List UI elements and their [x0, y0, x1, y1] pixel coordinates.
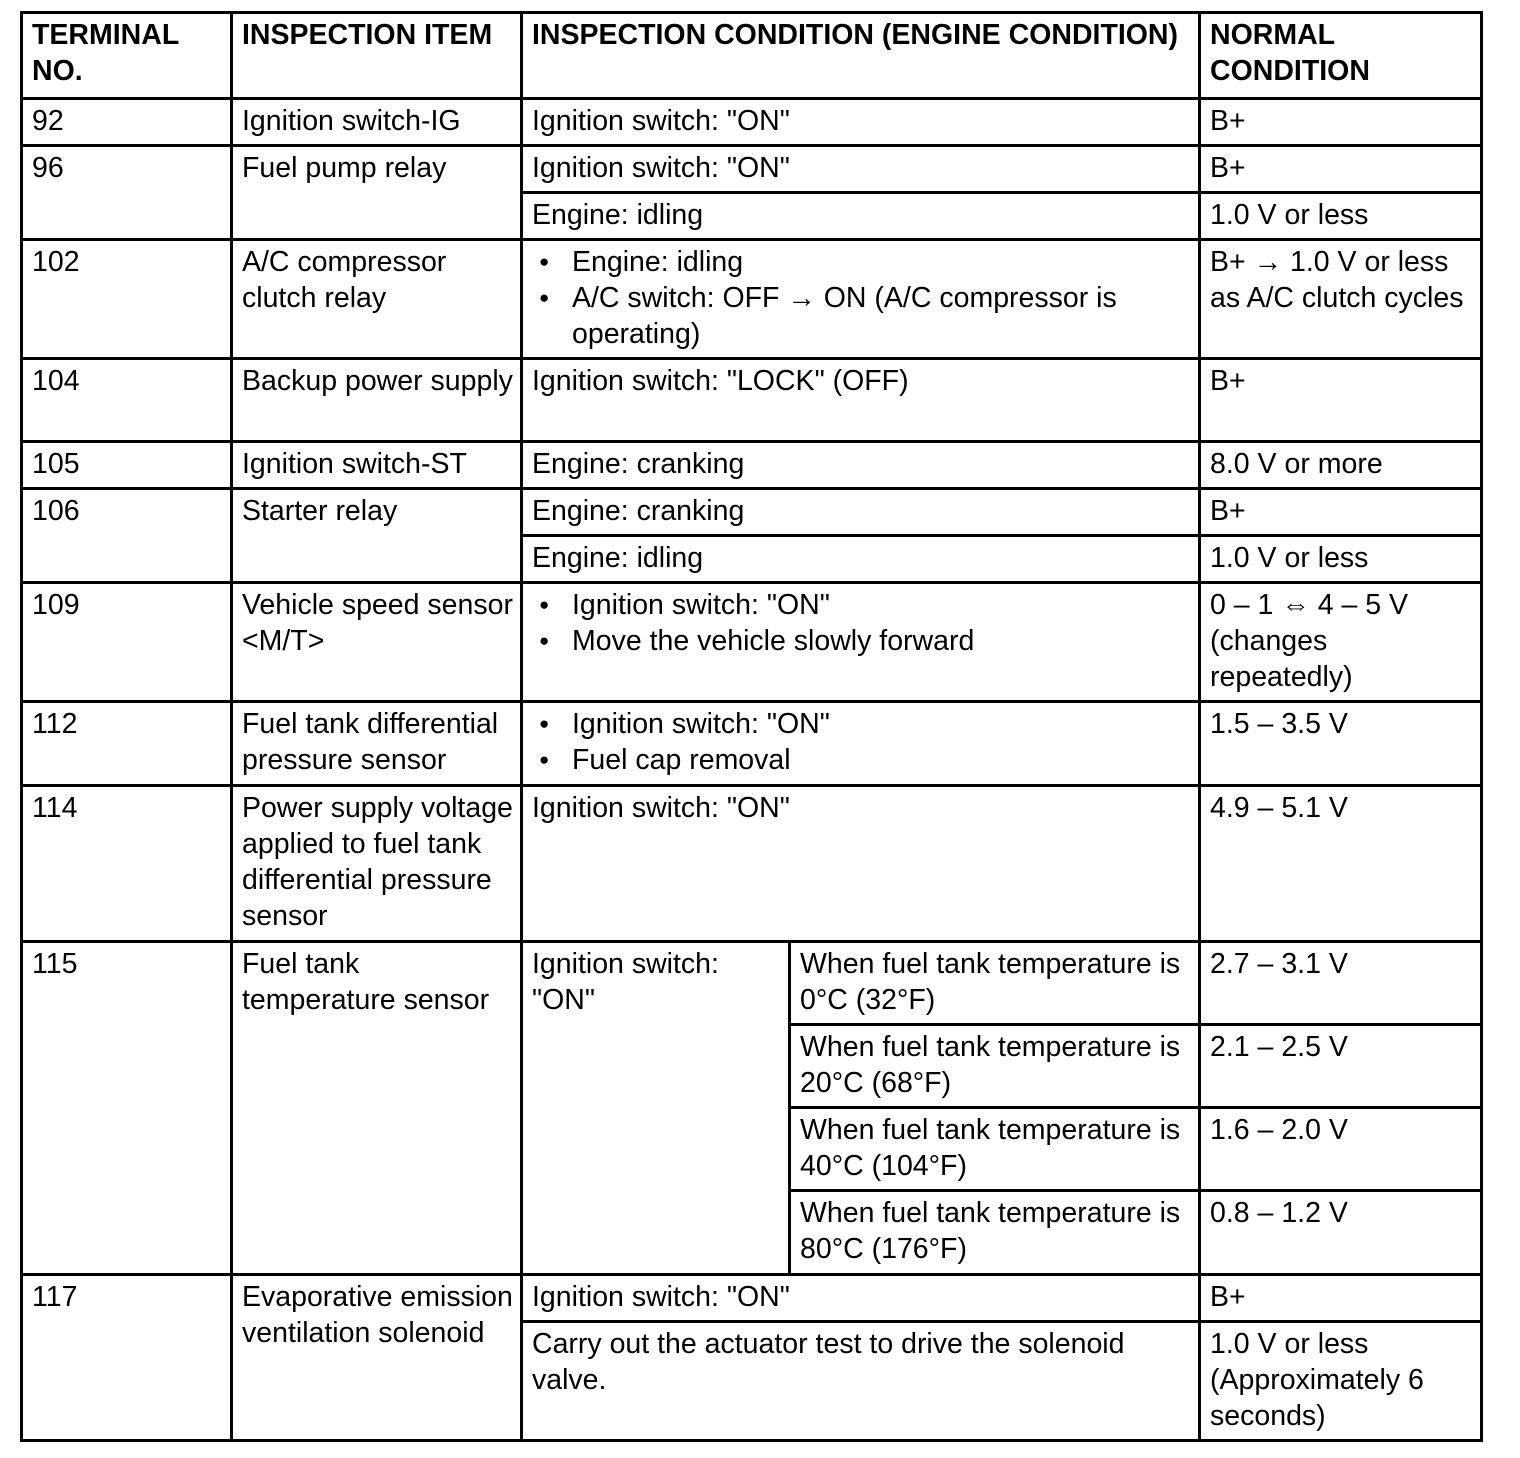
inspection-item: Power supply voltage applied to fuel tank differential pressure sensor — [232, 786, 522, 941]
header-terminal-no: TERMINAL NO. — [22, 13, 232, 99]
table-row — [22, 583, 1482, 702]
table-row — [22, 359, 1482, 442]
inspection-item: Evaporative emission ventilation solenoid — [232, 1274, 522, 1440]
normal-condition: B+ — [1200, 146, 1482, 193]
inspection-item: Backup power supply — [232, 359, 522, 442]
inspection-condition: Engine: cranking — [522, 489, 1200, 536]
temperature-condition: When fuel tank temperature is 40°C (104°F) — [790, 1107, 1200, 1190]
table-row — [22, 146, 1482, 193]
normal-condition: B+ — [1200, 489, 1482, 536]
temperature-condition: When fuel tank temperature is 80°C (176°F) — [790, 1190, 1200, 1274]
inspection-condition — [522, 702, 1200, 786]
inspection-condition: Ignition switch: "ON" — [522, 786, 1200, 941]
inspection-item: A/C compressor clutch relay — [232, 240, 522, 359]
terminal-no: 106 — [22, 489, 232, 583]
condition-bullet: ● Fuel cap removal — [572, 742, 1192, 778]
table-row — [22, 1274, 1482, 1321]
terminal-no: 114 — [22, 786, 232, 941]
condition-bullet: ● Ignition switch: "ON" — [572, 587, 1192, 623]
terminal-no: 96 — [22, 146, 232, 240]
header-row — [22, 13, 1482, 99]
normal-condition: 2.1 – 2.5 V — [1200, 1024, 1482, 1107]
normal-condition: 0.8 – 1.2 V — [1200, 1190, 1482, 1274]
header-inspection-item: INSPECTION ITEM — [232, 13, 522, 99]
terminal-no: 92 — [22, 99, 232, 146]
normal-condition: 2.7 – 3.1 V — [1200, 941, 1482, 1024]
inspection-condition: Engine: idling — [522, 536, 1200, 583]
inspection-item: Fuel tank differential pressure sensor — [232, 702, 522, 786]
normal-condition: 1.0 V or less — [1200, 536, 1482, 583]
table-row — [22, 702, 1482, 786]
terminal-no: 115 — [22, 941, 232, 1274]
normal-condition: 1.5 – 3.5 V — [1200, 702, 1482, 786]
terminal-no: 117 — [22, 1274, 232, 1440]
inspection-item: Ignition switch-ST — [232, 442, 522, 489]
normal-condition: B+ — [1200, 99, 1482, 146]
terminal-no: 112 — [22, 702, 232, 786]
terminal-no: 104 — [22, 359, 232, 442]
table-row — [22, 941, 1482, 1024]
table-row — [22, 442, 1482, 489]
normal-condition: B+ → 1.0 V or less as A/C clutch cycles — [1200, 240, 1482, 359]
inspection-condition: Engine: idling — [522, 193, 1200, 240]
inspection-item: Fuel pump relay — [232, 146, 522, 240]
normal-condition: B+ — [1200, 1274, 1482, 1321]
condition-bullet-list — [532, 587, 1192, 659]
inspection-condition: Engine: cranking — [522, 442, 1200, 489]
normal-condition: 1.0 V or less — [1200, 193, 1482, 240]
condition-bullet-list — [532, 244, 1192, 352]
header-normal-condition: NORMAL CONDITION — [1200, 13, 1482, 99]
inspection-condition — [522, 583, 1200, 702]
inspection-item: Ignition switch-IG — [232, 99, 522, 146]
inspection-condition: Ignition switch: "ON" — [522, 99, 1200, 146]
inspection-condition — [522, 240, 1200, 359]
inspection-item: Starter relay — [232, 489, 522, 583]
temperature-condition: When fuel tank temperature is 0°C (32°F) — [790, 941, 1200, 1024]
condition-bullet: ● A/C switch: OFF → ON (A/C compressor is operating) — [572, 280, 1192, 352]
terminal-no: 102 — [22, 240, 232, 359]
table-row — [22, 99, 1482, 146]
inspection-item: Vehicle speed sensor <M/T> — [232, 583, 522, 702]
inspection-condition: Ignition switch: "ON" — [522, 146, 1200, 193]
inspection-condition: Carry out the actuator test to drive the solenoid valve. — [522, 1321, 1200, 1440]
inspection-item: Fuel tank temperature sensor — [232, 941, 522, 1274]
normal-condition: B+ — [1200, 359, 1482, 442]
condition-bullet: ● Ignition switch: "ON" — [572, 706, 1192, 742]
normal-condition: 0 – 1 ⇔ 4 – 5 V (changes repeatedly) — [1200, 583, 1482, 702]
condition-bullet: ● Move the vehicle slowly forward — [572, 623, 1192, 659]
inspection-condition: Ignition switch: "ON" — [522, 1274, 1200, 1321]
normal-condition: 8.0 V or more — [1200, 442, 1482, 489]
table-row — [22, 240, 1482, 359]
terminal-no: 105 — [22, 442, 232, 489]
temperature-condition: When fuel tank temperature is 20°C (68°F) — [790, 1024, 1200, 1107]
normal-condition: 4.9 – 5.1 V — [1200, 786, 1482, 941]
condition-bullet: ● Engine: idling — [572, 244, 1192, 280]
table-row — [22, 489, 1482, 536]
condition-bullet-list — [532, 706, 1192, 778]
inspection-condition: Ignition switch: "ON" — [522, 941, 790, 1274]
table-row — [22, 786, 1482, 941]
normal-condition: 1.6 – 2.0 V — [1200, 1107, 1482, 1190]
terminal-no: 109 — [22, 583, 232, 702]
normal-condition: 1.0 V or less (Approximately 6 seconds) — [1200, 1321, 1482, 1440]
header-inspection-condition: INSPECTION CONDITION (ENGINE CONDITION) — [522, 13, 1200, 99]
inspection-condition: Ignition switch: "LOCK" (OFF) — [522, 359, 1200, 442]
inspection-table — [20, 11, 1483, 1442]
